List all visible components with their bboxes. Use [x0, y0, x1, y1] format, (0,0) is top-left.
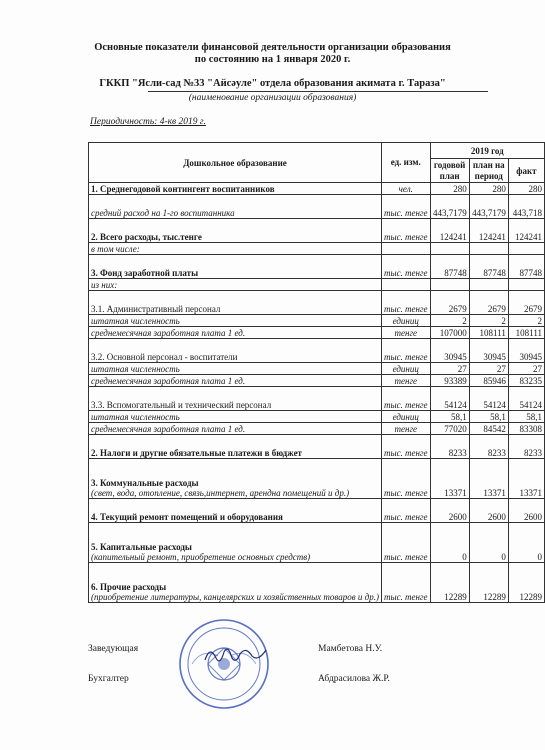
row-annual-plan: 87748: [430, 255, 469, 279]
row-indicator-name: [89, 315, 382, 327]
row-unit: тыс. тенге: [381, 291, 430, 315]
table-row: [89, 411, 545, 423]
row-indicator-name: [89, 291, 382, 315]
row-period-plan: 2679: [469, 291, 508, 315]
row-annual-plan: 2600: [430, 499, 469, 523]
row-indicator-name: [89, 183, 382, 195]
financial-indicators-table: [88, 142, 545, 603]
indicator-label: 1. Среднегодовой контингент воспитанников: [91, 184, 275, 194]
row-fact: 443,718: [508, 195, 544, 219]
row-indicator-name: [89, 523, 382, 563]
row-fact: 27: [508, 363, 544, 375]
row-fact: 30945: [508, 339, 544, 363]
row-annual-plan: [430, 243, 469, 255]
table-row: [89, 327, 545, 339]
row-indicator-name: [89, 363, 382, 375]
row-indicator-name: [89, 563, 382, 603]
row-fact: 8233: [508, 435, 544, 459]
indicator-label: 6. Прочие расходы: [91, 582, 167, 592]
header-name: Дошкольное образование: [89, 143, 382, 183]
row-period-plan: 30945: [469, 339, 508, 363]
header-year: 2019 год: [430, 143, 544, 159]
row-annual-plan: [430, 279, 469, 291]
row-unit: тыс. тенге: [381, 195, 430, 219]
row-fact: 108111: [508, 327, 544, 339]
indicator-label: 5. Капитальные расходы: [91, 542, 192, 552]
table-body: [89, 183, 545, 603]
row-fact: 12289: [508, 563, 544, 603]
row-unit: тыс. тенге: [381, 499, 430, 523]
row-annual-plan: 8233: [430, 435, 469, 459]
row-indicator-name: [89, 387, 382, 411]
indicator-label: 3.3. Вспомогательный и технический персонал: [91, 400, 272, 410]
row-unit: чел.: [381, 183, 430, 195]
row-unit: тыс. тенге: [381, 459, 430, 499]
row-fact: 54124: [508, 387, 544, 411]
indicator-label: среднемесячная заработная плата 1 ед.: [91, 376, 246, 386]
table-row: [89, 339, 545, 363]
row-indicator-name: [89, 255, 382, 279]
indicator-label: в том числе:: [91, 244, 140, 254]
table-row: [89, 523, 545, 563]
indicator-label: 3.2. Основной персонал - воспитатели: [91, 352, 238, 362]
table-row: [89, 363, 545, 375]
row-period-plan: [469, 243, 508, 255]
table-row: [89, 563, 545, 603]
row-unit: тыс. тенге: [381, 523, 430, 563]
row-indicator-name: [89, 459, 382, 499]
indicator-label: 2. Налоги и другие обязательные платежи в бюджет: [91, 448, 302, 458]
row-annual-plan: 54124: [430, 387, 469, 411]
row-unit: тенге: [381, 423, 430, 435]
document-title-line1: Основные показатели финансовой деятельности организации образования: [94, 42, 451, 53]
row-annual-plan: 2: [430, 315, 469, 327]
table-row: [89, 219, 545, 243]
accountant-label: Бухгалтер: [88, 674, 129, 684]
indicator-label: штатная численность: [91, 316, 180, 326]
row-annual-plan: 93389: [430, 375, 469, 387]
row-indicator-name: [89, 423, 382, 435]
table-row: [89, 315, 545, 327]
row-unit: [381, 279, 430, 291]
organization-note: (наименование организации образования): [188, 93, 357, 103]
row-fact: [508, 279, 544, 291]
row-unit: тенге: [381, 327, 430, 339]
head-name: Мамбетова Н.У.: [318, 644, 383, 654]
table-row: [89, 291, 545, 315]
row-fact: 2: [508, 315, 544, 327]
row-annual-plan: 280: [430, 183, 469, 195]
row-period-plan: 12289: [469, 563, 508, 603]
signature-scribble: [200, 640, 270, 670]
row-period-plan: [469, 279, 508, 291]
row-fact: 0: [508, 523, 544, 563]
row-period-plan: 87748: [469, 255, 508, 279]
row-fact: 2679: [508, 291, 544, 315]
row-fact: 87748: [508, 255, 544, 279]
row-annual-plan: 27: [430, 363, 469, 375]
row-period-plan: 443,7179: [469, 195, 508, 219]
row-unit: тыс. тенге: [381, 563, 430, 603]
table-row: [89, 195, 545, 219]
document-title-line2: по состоянию на 1 января 2020 г.: [194, 54, 351, 65]
row-annual-plan: 2679: [430, 291, 469, 315]
table-row: [89, 423, 545, 435]
indicator-label: из них:: [91, 280, 118, 290]
row-fact: 2600: [508, 499, 544, 523]
row-fact: 280: [508, 183, 544, 195]
indicator-sublabel: (свет, вода, отопление, связь,интернет, арендна помещений и др.): [91, 488, 350, 498]
row-indicator-name: [89, 499, 382, 523]
row-fact: [508, 243, 544, 255]
indicator-label: штатная численность: [91, 412, 180, 422]
row-unit: тыс. тенге: [381, 219, 430, 243]
organization-name: ГККП "Ясли-сад №33 "Айсәуле" отдела образования акимата г. Тараза": [99, 78, 446, 89]
indicator-sublabel: (приобретение литературы, канцелярских и хозяйственных товаров и др.): [91, 592, 379, 602]
row-annual-plan: 30945: [430, 339, 469, 363]
row-period-plan: 0: [469, 523, 508, 563]
row-indicator-name: [89, 339, 382, 363]
row-period-plan: 8233: [469, 435, 508, 459]
row-unit: единиц: [381, 363, 430, 375]
indicator-label: 4. Текущий ремонт помещений и оборудования: [91, 512, 283, 522]
row-period-plan: 13371: [469, 459, 508, 499]
row-fact: 83308: [508, 423, 544, 435]
row-period-plan: 2600: [469, 499, 508, 523]
accountant-name: Абдрасилова Ж.Р.: [318, 674, 390, 684]
indicator-label: 2. Всего расходы, тыс.тенге: [91, 232, 202, 242]
header-unit: ед. изм.: [381, 143, 430, 183]
row-period-plan: 124241: [469, 219, 508, 243]
table-row: [89, 255, 545, 279]
row-indicator-name: [89, 243, 382, 255]
header-period-plan: план на период: [469, 159, 508, 183]
row-unit: [381, 243, 430, 255]
indicator-label: 3. Фонд заработной платы: [91, 268, 199, 278]
row-annual-plan: 77020: [430, 423, 469, 435]
indicator-label: средний расход на 1-го воспитанника: [91, 208, 235, 218]
row-period-plan: 58,1: [469, 411, 508, 423]
indicator-label: среднемесячная заработная плата 1 ед.: [91, 328, 246, 338]
table-row: [89, 499, 545, 523]
indicator-sublabel: (капительный ремонт, приобретение основных средств): [91, 552, 311, 562]
organization-underline: [148, 91, 488, 92]
row-indicator-name: [89, 195, 382, 219]
row-annual-plan: 443,7179: [430, 195, 469, 219]
row-period-plan: 280: [469, 183, 508, 195]
row-fact: 58,1: [508, 411, 544, 423]
row-fact: 83235: [508, 375, 544, 387]
row-annual-plan: 107000: [430, 327, 469, 339]
header-plan: годовой план: [430, 159, 469, 183]
indicator-label: штатная численность: [91, 364, 180, 374]
table-row: [89, 459, 545, 499]
row-unit: тенге: [381, 375, 430, 387]
row-annual-plan: 12289: [430, 563, 469, 603]
row-indicator-name: [89, 279, 382, 291]
table-row: [89, 279, 545, 291]
row-unit: тыс. тенге: [381, 255, 430, 279]
row-indicator-name: [89, 219, 382, 243]
head-label: Заведующая: [88, 644, 139, 654]
row-indicator-name: [89, 375, 382, 387]
table-row: [89, 387, 545, 411]
row-period-plan: 2: [469, 315, 508, 327]
table-row: [89, 375, 545, 387]
row-annual-plan: 124241: [430, 219, 469, 243]
row-fact: 124241: [508, 219, 544, 243]
table-row: [89, 183, 545, 195]
row-indicator-name: [89, 327, 382, 339]
indicator-label: 3.1. Административный персонал: [91, 304, 221, 314]
table-row: [89, 435, 545, 459]
period-label: Периодичность: 4-кв 2019 г.: [90, 117, 206, 127]
row-unit: тыс. тенге: [381, 435, 430, 459]
row-unit: тыс. тенге: [381, 339, 430, 363]
indicator-label: 3. Коммунальные расходы: [91, 478, 199, 488]
row-indicator-name: [89, 411, 382, 423]
row-annual-plan: 13371: [430, 459, 469, 499]
row-period-plan: 27: [469, 363, 508, 375]
row-annual-plan: 0: [430, 523, 469, 563]
row-unit: тыс. тенге: [381, 387, 430, 411]
row-period-plan: 84542: [469, 423, 508, 435]
header-fact: факт: [508, 159, 544, 183]
row-period-plan: 54124: [469, 387, 508, 411]
row-fact: 13371: [508, 459, 544, 499]
row-unit: единиц: [381, 315, 430, 327]
row-period-plan: 85946: [469, 375, 508, 387]
row-period-plan: 108111: [469, 327, 508, 339]
row-unit: единиц: [381, 411, 430, 423]
table-row: [89, 243, 545, 255]
row-annual-plan: 58,1: [430, 411, 469, 423]
row-indicator-name: [89, 435, 382, 459]
indicator-label: среднемесячная заработная плата 1 ед.: [91, 424, 246, 434]
